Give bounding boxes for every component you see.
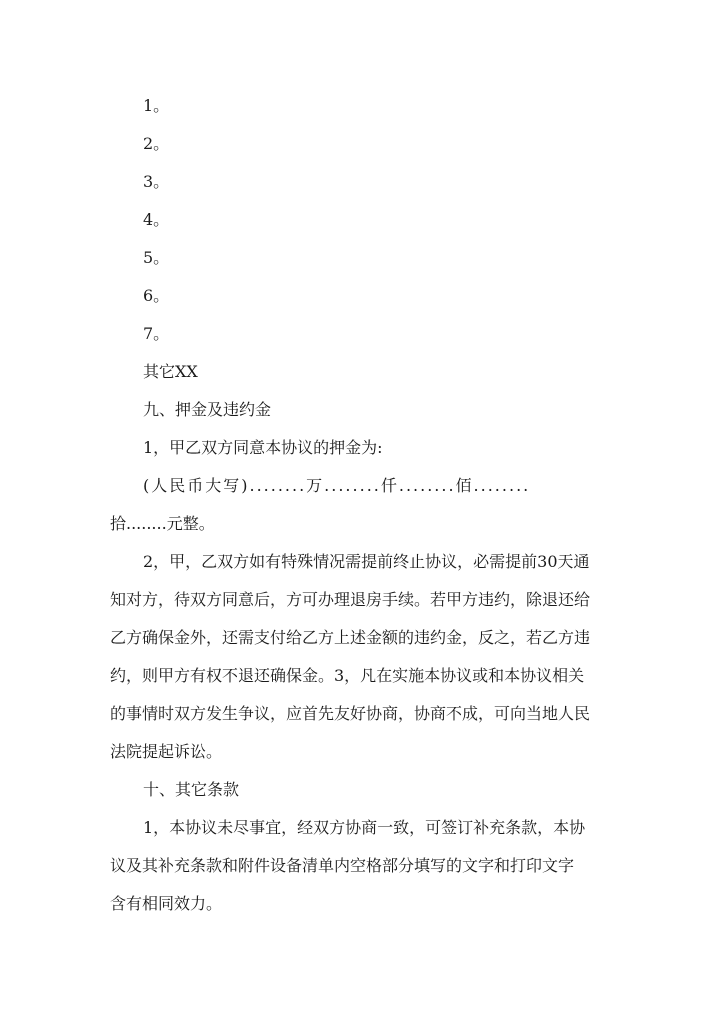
list-item-2: 2。 xyxy=(143,134,170,153)
list-item-5: 5。 xyxy=(143,248,170,267)
clause-9-1: 1，甲乙双方同意本协议的押金为: xyxy=(143,438,383,457)
list-item-7: 7。 xyxy=(143,324,170,343)
clause-9-2-line-6: 法院提起诉讼。 xyxy=(110,742,223,761)
clause-9-2-line-5: 的事情时双方发生争议，应首先友好协商，协商不成，可向当地人民 xyxy=(110,704,591,723)
clause-10-1-line-1: 1，本协议未尽事宜，经双方协商一致，可签订补充条款，本协 xyxy=(143,818,586,837)
deposit-amount-line-1: (人民币大写)........万........仟........佰........ xyxy=(143,476,531,495)
list-item-1: 1。 xyxy=(143,96,170,115)
clause-9-2-line-2: 知对方，待双方同意后，方可办理退房手续。若甲方违约，除退还给 xyxy=(110,590,591,609)
clause-9-2-line-4: 约，则甲方有权不退还确保金。3，凡在实施本协议或和本协议相关 xyxy=(110,666,585,685)
clause-9-2-line-1: 2，甲，乙双方如有特殊情况需提前终止协议，必需提前30天通 xyxy=(143,552,590,571)
list-item-6: 6。 xyxy=(143,286,170,305)
section-ten-title: 十、其它条款 xyxy=(143,780,240,799)
clause-9-2-line-3: 乙方确保金外，还需支付给乙方上述金额的违约金，反之，若乙方违 xyxy=(110,628,591,647)
list-item-4: 4。 xyxy=(143,210,170,229)
list-item-3: 3。 xyxy=(143,172,170,191)
other-label: 其它XX xyxy=(143,362,198,381)
clause-10-1-line-2: 议及其补充条款和附件设备清单内空格部分填写的文字和打印文字 xyxy=(110,856,575,875)
deposit-amount-line-2: 拾........元整。 xyxy=(110,514,215,533)
section-nine-title: 九、押金及违约金 xyxy=(143,400,272,419)
clause-10-1-line-3: 含有相同效力。 xyxy=(110,894,223,913)
